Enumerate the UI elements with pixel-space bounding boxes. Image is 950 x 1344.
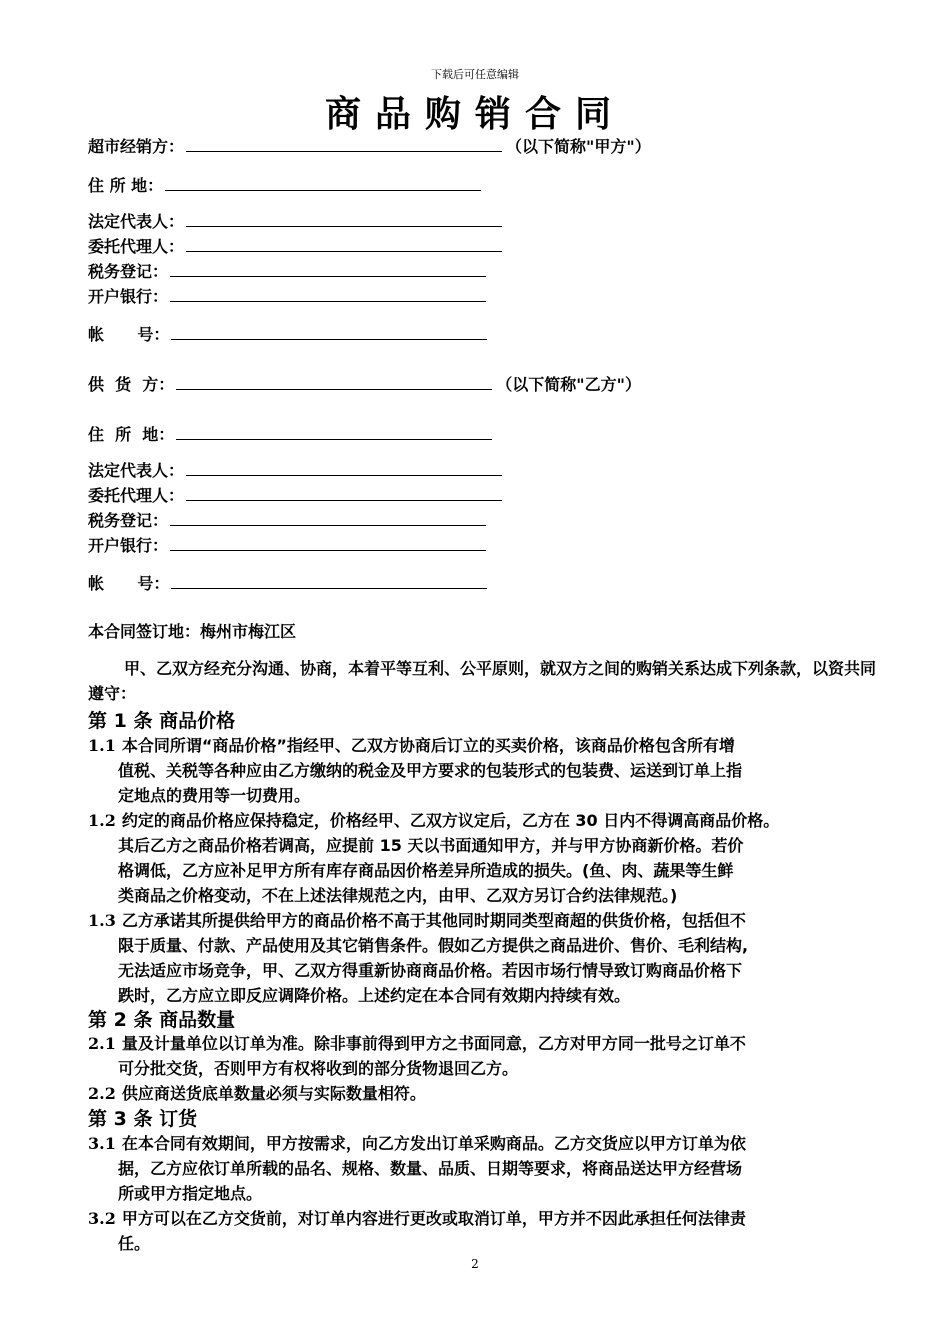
blank-line (171, 325, 487, 340)
article-2-heading: 第 2 条 商品数量 (88, 1009, 236, 1031)
party-a-account-label: 帐 号： (88, 325, 170, 344)
party-a-tax-field (88, 261, 486, 283)
party-b-address-field (88, 424, 492, 446)
blank-line (170, 536, 486, 551)
blank-line (165, 176, 481, 191)
clause-number: 2.2 (88, 1084, 116, 1103)
clause-number: 1.1 (88, 736, 116, 755)
clause-3-2 (88, 1206, 888, 1256)
party-b-bank-label: 开户银行： (88, 536, 169, 555)
party-b-agent-label: 委托代理人： (88, 486, 185, 505)
clause-line: 乙方承诺其所提供给甲方的商品价格不高于其他同时期同类型商超的供货价格，包括但不 (121, 911, 746, 930)
party-b-name-suffix: （以下简称"乙方"） (496, 375, 641, 394)
party-a-address-field (88, 175, 481, 197)
clause-line: 其后乙方之商品价格若调高，应提前 15 天以书面通知甲方，并与甲方协商新价格。若价 (118, 836, 744, 855)
party-a-agent-field (88, 236, 502, 258)
blank-line (186, 486, 502, 501)
clause-line: 量及计量单位以订单为准。除非事前得到甲方之书面同意，乙方对甲方同一批号之订单不 (121, 1034, 746, 1053)
party-a-rep-field (88, 211, 502, 233)
clause-line: 本合同所谓“商品价格”指经甲、乙双方协商后订立的买卖价格，该商品价格包含所有增 (121, 736, 735, 755)
party-b-account-label: 帐 号： (88, 574, 170, 593)
clause-line: 可分批交货，否则甲方有权将收到的部分货物退回乙方。 (118, 1059, 519, 1078)
intro-paragraph: 甲、乙双方经充分沟通、协商，本着平等互利、公平原则，就双方之间的购销关系达成下列条款，以资共同遵守： (88, 659, 877, 703)
blank-line (186, 461, 502, 476)
clause-line: 在本合同有效期间，甲方按需求，向乙方发出订单采购商品。乙方交货应以甲方订单为依 (121, 1134, 746, 1153)
blank-line (170, 511, 486, 526)
clause-number: 3.1 (88, 1134, 116, 1153)
clause-line: 约定的商品价格应保持稳定，价格经甲、乙双方议定后，乙方在 30 日内不得调高商品价格。 (121, 811, 780, 830)
party-a-name-label: 超市经销方： (88, 137, 185, 156)
party-a-name-field (88, 136, 651, 158)
clause-3-1 (88, 1131, 888, 1206)
blank-line (176, 375, 492, 390)
party-a-bank-label: 开户银行： (88, 287, 169, 306)
clause-1-2 (88, 808, 888, 908)
clause-line: 任。 (118, 1234, 151, 1253)
clause-number: 1.3 (88, 911, 116, 930)
clause-line: 限于质量、付款、产品使用及其它销售条件。假如乙方提供之商品进价、售价、毛利结构, (118, 936, 749, 955)
clause-line: 所或甲方指定地点。 (118, 1184, 263, 1203)
blank-line (186, 237, 502, 252)
clause-2-2 (88, 1081, 888, 1106)
clause-line: 格调低，乙方应补足甲方所有库存商品因价格差异所造成的损失。(鱼、肉、蔬果等生鲜 (118, 861, 734, 880)
party-a-address-label: 住 所 地： (88, 176, 164, 195)
party-b-account-field (88, 573, 487, 595)
party-b-rep-label: 法定代表人： (88, 461, 185, 480)
clause-line: 据，乙方应依订单所载的品名、规格、数量、品质、日期等要求，将商品送达甲方经营场 (118, 1159, 743, 1178)
clause-number: 2.1 (88, 1034, 116, 1053)
article-3-heading: 第 3 条 订货 (88, 1108, 198, 1130)
party-a-agent-label: 委托代理人： (88, 237, 185, 256)
party-b-agent-field (88, 485, 502, 507)
party-b-address-label: 住 所 地： (88, 425, 175, 444)
blank-line (186, 212, 502, 227)
blank-line (170, 262, 486, 277)
party-b-tax-label: 税务登记： (88, 511, 169, 530)
blank-line (171, 574, 487, 589)
party-b-rep-field (88, 460, 502, 482)
clause-line: 甲方可以在乙方交货前，对订单内容进行更改或取消订单，甲方并不因此承担任何法律责 (121, 1209, 746, 1228)
contract-title: 商品购销合同 (324, 94, 625, 135)
clause-line: 值税、关税等各种应由乙方缴纳的税金及甲方要求的包装形式的包装费、运送到订单上指 (118, 761, 743, 780)
party-a-account-field (88, 324, 487, 346)
blank-line (176, 425, 492, 440)
signing-place: 本合同签订地：梅州市梅江区 (88, 622, 297, 641)
header-note: 下载后可任意编辑 (431, 68, 519, 81)
clause-number: 3.2 (88, 1209, 116, 1228)
clause-line: 类商品之价格变动，不在上述法律规范之内，由甲、乙双方另订合约法律规范。) (118, 886, 678, 905)
clause-2-1 (88, 1031, 888, 1081)
blank-line (170, 287, 486, 302)
clause-line: 跌时，乙方应立即反应调降价格。上述约定在本合同有效期内持续有效。 (118, 986, 631, 1005)
clause-number: 1.2 (88, 811, 116, 830)
clause-line: 无法适应市场竞争，甲、乙双方得重新协商商品价格。若因市场行情导致订购商品价格下 (118, 961, 743, 980)
party-a-name-suffix: （以下简称"甲方"） (506, 137, 651, 156)
article-1-heading: 第 1 条 商品价格 (88, 710, 236, 732)
clause-line: 定地点的费用等一切费用。 (118, 786, 311, 805)
party-b-bank-field (88, 535, 486, 557)
party-a-rep-label: 法定代表人： (88, 212, 185, 231)
clause-1-3 (88, 908, 888, 1008)
party-b-name-field (88, 374, 641, 396)
page-number: 2 (471, 1257, 479, 1271)
clause-1-1 (88, 733, 888, 808)
party-b-name-label: 供 货 方： (88, 375, 175, 394)
blank-line (186, 137, 502, 152)
party-a-tax-label: 税务登记： (88, 262, 169, 281)
party-b-tax-field (88, 510, 486, 532)
clause-line: 供应商送货底单数量必须与实际数量相符。 (121, 1084, 426, 1103)
party-a-bank-field (88, 286, 486, 308)
